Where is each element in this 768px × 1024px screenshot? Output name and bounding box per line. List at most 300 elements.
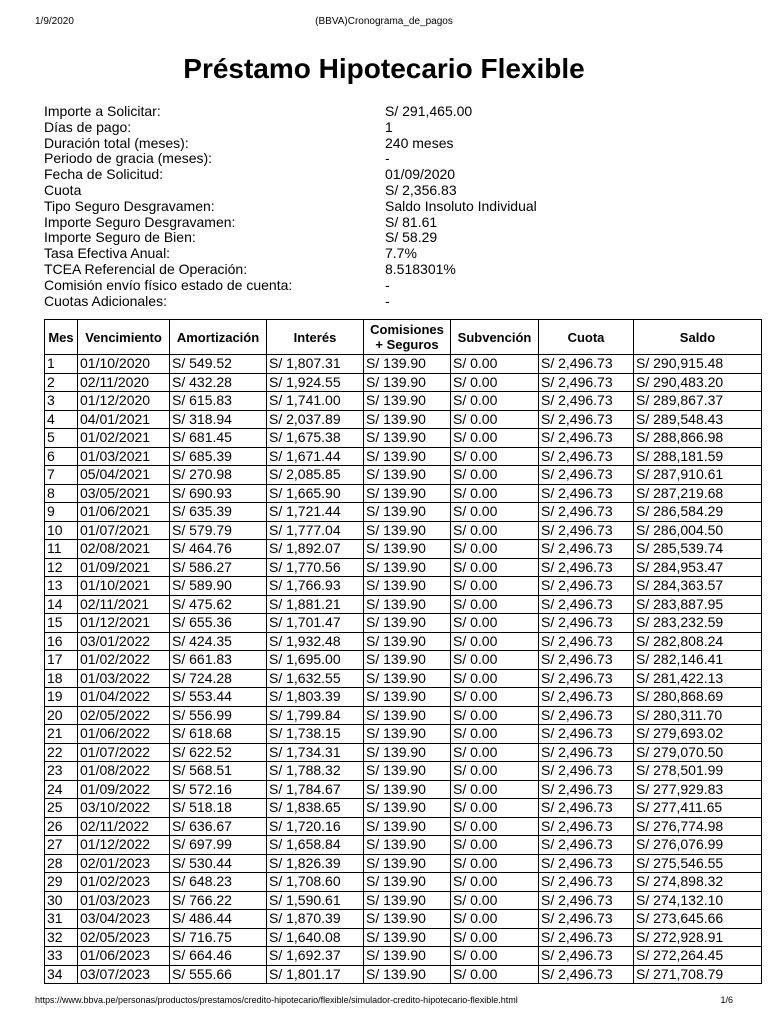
cell-interes: S/ 1,870.39	[267, 910, 364, 929]
cell-interes: S/ 1,803.39	[267, 688, 364, 707]
info-row	[44, 230, 744, 246]
cell-vencimiento: 01/03/2021	[78, 447, 170, 466]
cell-comisiones: S/ 139.90	[364, 429, 451, 448]
cell-vencimiento: 03/01/2022	[78, 632, 170, 651]
info-value: S/ 81.61	[385, 213, 438, 230]
col-header-comisiones-line2: + Seguros	[375, 337, 439, 352]
cell-comisiones: S/ 139.90	[364, 577, 451, 596]
cell-interes: S/ 1,721.44	[267, 503, 364, 522]
table-row	[45, 780, 762, 799]
cell-saldo: S/ 284,953.47	[634, 558, 762, 577]
cell-interes: S/ 1,881.21	[267, 595, 364, 614]
cell-cuota: S/ 2,496.73	[539, 392, 634, 411]
cell-vencimiento: 01/06/2023	[78, 947, 170, 966]
info-label: Cuota	[44, 181, 82, 198]
cell-vencimiento: 01/12/2022	[78, 836, 170, 855]
table-row	[45, 521, 762, 540]
info-value: -	[385, 150, 390, 167]
cell-mes: 11	[45, 540, 78, 559]
cell-subvencion: S/ 0.00	[451, 651, 539, 670]
cell-amortizacion: S/ 579.79	[170, 521, 267, 540]
cell-mes: 17	[45, 651, 78, 670]
cell-saldo: S/ 282,808.24	[634, 632, 762, 651]
cell-saldo: S/ 275,546.55	[634, 854, 762, 873]
cell-mes: 14	[45, 595, 78, 614]
table-row	[45, 373, 762, 392]
cell-mes: 16	[45, 632, 78, 651]
info-label: Importe Seguro Desgravamen:	[44, 213, 236, 230]
cell-subvencion: S/ 0.00	[451, 373, 539, 392]
info-label: Días de pago:	[44, 118, 132, 135]
cell-cuota: S/ 2,496.73	[539, 947, 634, 966]
cell-interes: S/ 1,692.37	[267, 947, 364, 966]
cell-comisiones: S/ 139.90	[364, 466, 451, 485]
cell-comisiones: S/ 139.90	[364, 688, 451, 707]
cell-interes: S/ 1,777.04	[267, 521, 364, 540]
cell-mes: 27	[45, 836, 78, 855]
cell-amortizacion: S/ 615.83	[170, 392, 267, 411]
cell-mes: 10	[45, 521, 78, 540]
cell-comisiones: S/ 139.90	[364, 373, 451, 392]
cell-vencimiento: 02/11/2021	[78, 595, 170, 614]
cell-comisiones: S/ 139.90	[364, 836, 451, 855]
cell-amortizacion: S/ 586.27	[170, 558, 267, 577]
cell-amortizacion: S/ 697.99	[170, 836, 267, 855]
cell-cuota: S/ 2,496.73	[539, 484, 634, 503]
cell-saldo: S/ 289,867.37	[634, 392, 762, 411]
cell-comisiones: S/ 139.90	[364, 355, 451, 374]
cell-amortizacion: S/ 555.66	[170, 965, 267, 984]
cell-subvencion: S/ 0.00	[451, 632, 539, 651]
cell-amortizacion: S/ 318.94	[170, 410, 267, 429]
cell-amortizacion: S/ 618.68	[170, 725, 267, 744]
info-row	[44, 120, 744, 136]
info-row	[44, 136, 744, 152]
cell-amortizacion: S/ 664.46	[170, 947, 267, 966]
cell-amortizacion: S/ 464.76	[170, 540, 267, 559]
table-row	[45, 669, 762, 688]
cell-subvencion: S/ 0.00	[451, 854, 539, 873]
cell-comisiones: S/ 139.90	[364, 503, 451, 522]
col-header-amortizacion: Amortización	[170, 320, 267, 355]
cell-mes: 15	[45, 614, 78, 633]
table-row	[45, 910, 762, 929]
cell-interes: S/ 1,766.93	[267, 577, 364, 596]
table-row	[45, 947, 762, 966]
table-row	[45, 355, 762, 374]
cell-comisiones: S/ 139.90	[364, 392, 451, 411]
info-row	[44, 199, 744, 215]
cell-amortizacion: S/ 270.98	[170, 466, 267, 485]
cell-interes: S/ 1,788.32	[267, 762, 364, 781]
cell-mes: 7	[45, 466, 78, 485]
cell-cuota: S/ 2,496.73	[539, 725, 634, 744]
cell-subvencion: S/ 0.00	[451, 484, 539, 503]
cell-comisiones: S/ 139.90	[364, 540, 451, 559]
cell-saldo: S/ 287,910.61	[634, 466, 762, 485]
cell-amortizacion: S/ 690.93	[170, 484, 267, 503]
print-header	[0, 15, 768, 29]
table-row	[45, 484, 762, 503]
col-header-cuota: Cuota	[539, 320, 634, 355]
cell-cuota: S/ 2,496.73	[539, 429, 634, 448]
cell-vencimiento: 01/12/2020	[78, 392, 170, 411]
cell-comisiones: S/ 139.90	[364, 873, 451, 892]
cell-subvencion: S/ 0.00	[451, 965, 539, 984]
cell-interes: S/ 1,770.56	[267, 558, 364, 577]
cell-saldo: S/ 288,866.98	[634, 429, 762, 448]
cell-amortizacion: S/ 724.28	[170, 669, 267, 688]
info-row	[44, 278, 744, 294]
cell-cuota: S/ 2,496.73	[539, 410, 634, 429]
cell-comisiones: S/ 139.90	[364, 595, 451, 614]
col-header-comisiones-line1: Comisiones	[370, 322, 444, 337]
cell-amortizacion: S/ 636.67	[170, 817, 267, 836]
print-footer	[0, 993, 768, 1007]
cell-vencimiento: 01/03/2022	[78, 669, 170, 688]
cell-saldo: S/ 285,539.74	[634, 540, 762, 559]
cell-saldo: S/ 279,693.02	[634, 725, 762, 744]
cell-saldo: S/ 290,915.48	[634, 355, 762, 374]
cell-interes: S/ 1,734.31	[267, 743, 364, 762]
cell-amortizacion: S/ 661.83	[170, 651, 267, 670]
info-row	[44, 167, 744, 183]
cell-cuota: S/ 2,496.73	[539, 706, 634, 725]
cell-amortizacion: S/ 556.99	[170, 706, 267, 725]
cell-interes: S/ 1,738.15	[267, 725, 364, 744]
cell-cuota: S/ 2,496.73	[539, 595, 634, 614]
cell-mes: 4	[45, 410, 78, 429]
cell-amortizacion: S/ 766.22	[170, 891, 267, 910]
cell-mes: 30	[45, 891, 78, 910]
cell-cuota: S/ 2,496.73	[539, 873, 634, 892]
col-header-vencimiento: Vencimiento	[78, 320, 170, 355]
cell-saldo: S/ 287,219.68	[634, 484, 762, 503]
cell-vencimiento: 01/10/2021	[78, 577, 170, 596]
cell-saldo: S/ 283,232.59	[634, 614, 762, 633]
cell-vencimiento: 04/01/2021	[78, 410, 170, 429]
cell-cuota: S/ 2,496.73	[539, 854, 634, 873]
cell-mes: 8	[45, 484, 78, 503]
cell-amortizacion: S/ 572.16	[170, 780, 267, 799]
cell-mes: 31	[45, 910, 78, 929]
cell-cuota: S/ 2,496.73	[539, 521, 634, 540]
cell-saldo: S/ 271,708.79	[634, 965, 762, 984]
cell-amortizacion: S/ 432.28	[170, 373, 267, 392]
cell-subvencion: S/ 0.00	[451, 355, 539, 374]
cell-comisiones: S/ 139.90	[364, 965, 451, 984]
cell-cuota: S/ 2,496.73	[539, 466, 634, 485]
info-row	[44, 262, 744, 278]
cell-cuota: S/ 2,496.73	[539, 688, 634, 707]
cell-subvencion: S/ 0.00	[451, 558, 539, 577]
table-row	[45, 410, 762, 429]
cell-vencimiento: 03/05/2021	[78, 484, 170, 503]
cell-interes: S/ 1,632.55	[267, 669, 364, 688]
col-header-interes: Interés	[267, 320, 364, 355]
cell-amortizacion: S/ 655.36	[170, 614, 267, 633]
cell-cuota: S/ 2,496.73	[539, 651, 634, 670]
info-row	[44, 104, 744, 120]
cell-subvencion: S/ 0.00	[451, 688, 539, 707]
cell-cuota: S/ 2,496.73	[539, 743, 634, 762]
info-label: Comisión envío físico estado de cuenta:	[44, 276, 293, 293]
cell-interes: S/ 1,801.17	[267, 965, 364, 984]
cell-saldo: S/ 273,645.66	[634, 910, 762, 929]
cell-comisiones: S/ 139.90	[364, 632, 451, 651]
cell-saldo: S/ 276,076.99	[634, 836, 762, 855]
cell-interes: S/ 1,640.08	[267, 928, 364, 947]
table-row	[45, 928, 762, 947]
cell-saldo: S/ 289,548.43	[634, 410, 762, 429]
cell-cuota: S/ 2,496.73	[539, 503, 634, 522]
cell-interes: S/ 1,658.84	[267, 836, 364, 855]
cell-vencimiento: 01/08/2022	[78, 762, 170, 781]
cell-comisiones: S/ 139.90	[364, 447, 451, 466]
info-row	[44, 183, 744, 199]
cell-subvencion: S/ 0.00	[451, 392, 539, 411]
table-row	[45, 854, 762, 873]
cell-cuota: S/ 2,496.73	[539, 669, 634, 688]
cell-vencimiento: 01/07/2022	[78, 743, 170, 762]
footer-page-number: 1/6	[720, 995, 733, 1005]
cell-amortizacion: S/ 622.52	[170, 743, 267, 762]
cell-vencimiento: 02/08/2021	[78, 540, 170, 559]
cell-mes: 5	[45, 429, 78, 448]
cell-comisiones: S/ 139.90	[364, 762, 451, 781]
cell-mes: 21	[45, 725, 78, 744]
cell-interes: S/ 1,784.67	[267, 780, 364, 799]
table-row	[45, 762, 762, 781]
cell-cuota: S/ 2,496.73	[539, 447, 634, 466]
cell-vencimiento: 02/05/2022	[78, 706, 170, 725]
cell-subvencion: S/ 0.00	[451, 817, 539, 836]
cell-interes: S/ 1,838.65	[267, 799, 364, 818]
cell-vencimiento: 01/12/2021	[78, 614, 170, 633]
cell-subvencion: S/ 0.00	[451, 743, 539, 762]
cell-interes: S/ 2,037.89	[267, 410, 364, 429]
cell-cuota: S/ 2,496.73	[539, 762, 634, 781]
cell-mes: 28	[45, 854, 78, 873]
loan-summary	[44, 104, 744, 309]
col-header-saldo: Saldo	[634, 320, 762, 355]
cell-comisiones: S/ 139.90	[364, 799, 451, 818]
cell-interes: S/ 2,085.85	[267, 466, 364, 485]
cell-saldo: S/ 282,146.41	[634, 651, 762, 670]
cell-interes: S/ 1,892.07	[267, 540, 364, 559]
cell-mes: 6	[45, 447, 78, 466]
cell-mes: 33	[45, 947, 78, 966]
cell-mes: 2	[45, 373, 78, 392]
cell-comisiones: S/ 139.90	[364, 558, 451, 577]
table-row	[45, 466, 762, 485]
cell-mes: 26	[45, 817, 78, 836]
cell-saldo: S/ 278,501.99	[634, 762, 762, 781]
cell-subvencion: S/ 0.00	[451, 577, 539, 596]
cell-mes: 25	[45, 799, 78, 818]
cell-comisiones: S/ 139.90	[364, 854, 451, 873]
cell-comisiones: S/ 139.90	[364, 614, 451, 633]
cell-interes: S/ 1,671.44	[267, 447, 364, 466]
cell-cuota: S/ 2,496.73	[539, 910, 634, 929]
cell-comisiones: S/ 139.90	[364, 780, 451, 799]
cell-comisiones: S/ 139.90	[364, 947, 451, 966]
cell-mes: 1	[45, 355, 78, 374]
cell-amortizacion: S/ 648.23	[170, 873, 267, 892]
cell-vencimiento: 02/01/2023	[78, 854, 170, 873]
cell-subvencion: S/ 0.00	[451, 614, 539, 633]
cell-cuota: S/ 2,496.73	[539, 965, 634, 984]
cell-saldo: S/ 274,898.32	[634, 873, 762, 892]
info-row	[44, 215, 744, 231]
cell-vencimiento: 02/11/2022	[78, 817, 170, 836]
cell-mes: 13	[45, 577, 78, 596]
cell-amortizacion: S/ 681.45	[170, 429, 267, 448]
info-value: S/ 291,465.00	[385, 103, 473, 119]
cell-cuota: S/ 2,496.73	[539, 373, 634, 392]
cell-cuota: S/ 2,496.73	[539, 836, 634, 855]
table-row	[45, 688, 762, 707]
cell-cuota: S/ 2,496.73	[539, 540, 634, 559]
info-value: 7.7%	[385, 245, 417, 262]
cell-mes: 3	[45, 392, 78, 411]
print-date: 1/9/2020	[35, 16, 74, 27]
cell-comisiones: S/ 139.90	[364, 651, 451, 670]
cell-interes: S/ 1,807.31	[267, 355, 364, 374]
cell-saldo: S/ 280,868.69	[634, 688, 762, 707]
table-row	[45, 873, 762, 892]
cell-interes: S/ 1,924.55	[267, 373, 364, 392]
info-value: Saldo Insoluto Individual	[385, 197, 537, 214]
cell-saldo: S/ 286,004.50	[634, 521, 762, 540]
cell-mes: 23	[45, 762, 78, 781]
cell-subvencion: S/ 0.00	[451, 595, 539, 614]
col-header-comisiones	[364, 320, 451, 355]
cell-vencimiento: 01/07/2021	[78, 521, 170, 540]
cell-saldo: S/ 290,483.20	[634, 373, 762, 392]
info-row	[44, 294, 744, 310]
cell-saldo: S/ 286,584.29	[634, 503, 762, 522]
cell-amortizacion: S/ 475.62	[170, 595, 267, 614]
cell-amortizacion: S/ 549.52	[170, 355, 267, 374]
table-header-row	[45, 320, 762, 355]
cell-subvencion: S/ 0.00	[451, 410, 539, 429]
cell-saldo: S/ 276,774.98	[634, 817, 762, 836]
print-doc-title: (BBVA)Cronograma_de_pagos	[315, 16, 453, 27]
cell-mes: 32	[45, 928, 78, 947]
cell-saldo: S/ 272,928.91	[634, 928, 762, 947]
info-label: Duración total (meses):	[44, 134, 189, 151]
info-label: Importe a Solicitar:	[44, 103, 161, 119]
table-row	[45, 558, 762, 577]
cell-subvencion: S/ 0.00	[451, 762, 539, 781]
cell-interes: S/ 1,932.48	[267, 632, 364, 651]
cell-cuota: S/ 2,496.73	[539, 355, 634, 374]
cell-amortizacion: S/ 685.39	[170, 447, 267, 466]
cell-comisiones: S/ 139.90	[364, 484, 451, 503]
cell-vencimiento: 01/04/2022	[78, 688, 170, 707]
cell-subvencion: S/ 0.00	[451, 466, 539, 485]
table-row	[45, 577, 762, 596]
cell-vencimiento: 03/04/2023	[78, 910, 170, 929]
cell-cuota: S/ 2,496.73	[539, 632, 634, 651]
cell-comisiones: S/ 139.90	[364, 410, 451, 429]
info-label: Tasa Efectiva Anual:	[44, 245, 171, 262]
cell-comisiones: S/ 139.90	[364, 725, 451, 744]
cell-interes: S/ 1,708.60	[267, 873, 364, 892]
cell-saldo: S/ 281,422.13	[634, 669, 762, 688]
info-value: 1	[385, 118, 393, 135]
cell-vencimiento: 05/04/2021	[78, 466, 170, 485]
cell-amortizacion: S/ 568.51	[170, 762, 267, 781]
footer-url: https://www.bbva.pe/personas/productos/prestamos/credito-hipotecario/flexible/simulador-credito-hipotecario-flexible.html	[35, 995, 518, 1005]
cell-amortizacion: S/ 635.39	[170, 503, 267, 522]
info-value: -	[385, 292, 390, 309]
cell-mes: 22	[45, 743, 78, 762]
cell-subvencion: S/ 0.00	[451, 429, 539, 448]
cell-subvencion: S/ 0.00	[451, 836, 539, 855]
cell-vencimiento: 01/06/2022	[78, 725, 170, 744]
cell-interes: S/ 1,675.38	[267, 429, 364, 448]
cell-cuota: S/ 2,496.73	[539, 577, 634, 596]
cell-amortizacion: S/ 518.18	[170, 799, 267, 818]
cell-comisiones: S/ 139.90	[364, 669, 451, 688]
cell-subvencion: S/ 0.00	[451, 521, 539, 540]
cell-amortizacion: S/ 424.35	[170, 632, 267, 651]
cell-comisiones: S/ 139.90	[364, 817, 451, 836]
cell-subvencion: S/ 0.00	[451, 799, 539, 818]
cell-amortizacion: S/ 589.90	[170, 577, 267, 596]
cell-subvencion: S/ 0.00	[451, 873, 539, 892]
table-row	[45, 392, 762, 411]
cell-saldo: S/ 277,411.65	[634, 799, 762, 818]
cell-comisiones: S/ 139.90	[364, 928, 451, 947]
cell-mes: 9	[45, 503, 78, 522]
cell-interes: S/ 1,695.00	[267, 651, 364, 670]
cell-subvencion: S/ 0.00	[451, 540, 539, 559]
info-value: S/ 58.29	[385, 229, 438, 246]
cell-cuota: S/ 2,496.73	[539, 817, 634, 836]
table-row	[45, 503, 762, 522]
info-value: -	[385, 276, 390, 293]
cell-vencimiento: 01/06/2021	[78, 503, 170, 522]
table-row	[45, 743, 762, 762]
cell-saldo: S/ 274,132.10	[634, 891, 762, 910]
col-header-subvencion: Subvención	[451, 320, 539, 355]
table-row	[45, 836, 762, 855]
cell-cuota: S/ 2,496.73	[539, 614, 634, 633]
table-row	[45, 725, 762, 744]
cell-mes: 12	[45, 558, 78, 577]
cell-subvencion: S/ 0.00	[451, 669, 539, 688]
table-row	[45, 595, 762, 614]
cell-comisiones: S/ 139.90	[364, 521, 451, 540]
cell-subvencion: S/ 0.00	[451, 780, 539, 799]
cell-saldo: S/ 279,070.50	[634, 743, 762, 762]
cell-subvencion: S/ 0.00	[451, 947, 539, 966]
col-header-mes: Mes	[45, 320, 78, 355]
cell-saldo: S/ 277,929.83	[634, 780, 762, 799]
info-value: 240 meses	[385, 134, 454, 151]
cell-comisiones: S/ 139.90	[364, 743, 451, 762]
cell-mes: 24	[45, 780, 78, 799]
cell-vencimiento: 01/02/2021	[78, 429, 170, 448]
cell-vencimiento: 01/02/2023	[78, 873, 170, 892]
cell-saldo: S/ 284,363.57	[634, 577, 762, 596]
cell-saldo: S/ 272,264.45	[634, 947, 762, 966]
cell-subvencion: S/ 0.00	[451, 447, 539, 466]
table-row	[45, 447, 762, 466]
